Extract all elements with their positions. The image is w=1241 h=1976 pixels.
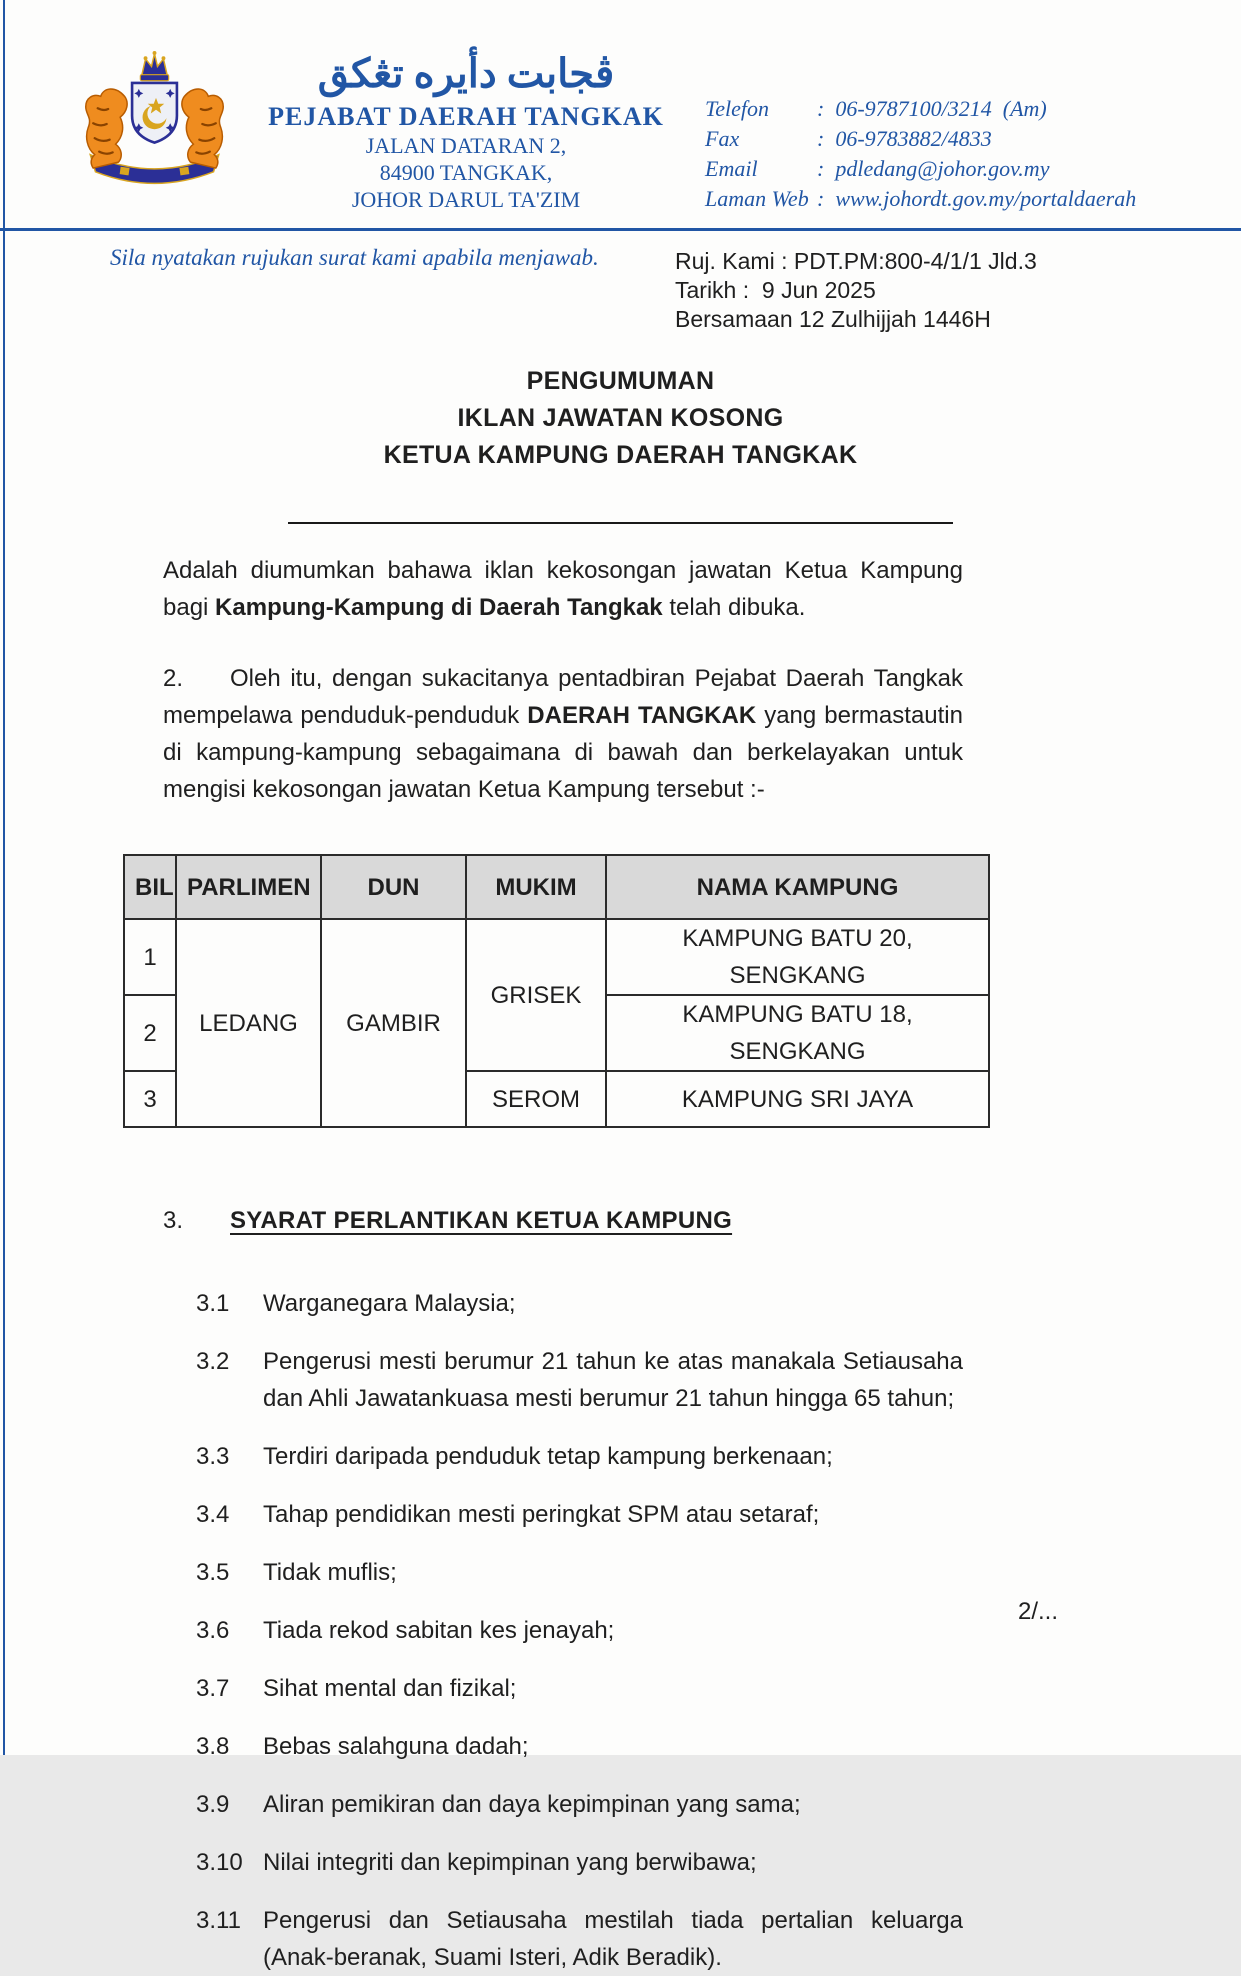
item-number: 3.1 [196,1290,230,1317]
table-row [124,919,989,995]
cell-kampung: KAMPUNG SRI JAYA [606,1071,989,1127]
item-number: 3.8 [196,1733,230,1760]
cell-kampung: KAMPUNG BATU 18, SENGKANG [606,995,989,1071]
contact-label: Laman Web [705,186,809,211]
letterhead-contacts [705,50,1136,214]
reference-section [0,231,1241,349]
cell-bil: 1 [124,919,176,995]
paragraph-2 [163,660,963,808]
item-text: Terdiri daripada penduduk tetap kampung berkenaan; [263,1443,833,1470]
reference-block [675,247,1037,334]
johor-coat-of-arms-logo [72,50,237,192]
requirements-list [163,1285,963,1976]
paragraph-1-text: Adalah diumumkan bahawa iklan kekosongan jawatan Ketua Kampung bagi [163,557,963,621]
item-text: Tahap pendidikan mesti peringkat SPM atau setaraf; [263,1501,820,1528]
office-address-line3: JOHOR DARUL TA'ZIM [351,187,581,212]
contact-email [705,154,1136,184]
contact-fax [705,124,1136,154]
item-text: Sihat mental dan fizikal; [263,1675,517,1702]
item-text: Aliran pemikiran dan daya kepimpinan yang sama; [263,1791,801,1818]
paragraph-1-bold: Kampung-Kampung di Daerah Tangkak [215,594,663,621]
contact-label: Fax [705,126,740,151]
list-item [163,1786,963,1823]
item-text: Bebas salahguna dadah; [263,1733,529,1760]
vacancy-table-wrap [123,854,988,1128]
col-header-mukim: MUKIM [466,855,606,919]
col-header-bil: BIL [124,855,176,919]
paragraph-1-tail: telah dibuka. [669,594,806,621]
office-address-line2: 84900 TANGKAK, [379,160,553,185]
list-item [163,1554,963,1591]
paragraph-1 [163,552,963,626]
contact-label: Email [705,156,758,181]
col-header-nama-kampung: NAMA KAMPUNG [606,855,989,919]
cell-bil: 2 [124,995,176,1071]
paragraph-2-bold: DAERAH TANGKAK [527,702,757,729]
title-line-1: PENGUMUMAN [526,367,715,395]
section-3-heading [163,1202,963,1239]
item-number: 3.6 [196,1617,230,1644]
list-item [163,1844,963,1881]
item-number: 3.4 [196,1501,230,1528]
crest-crown [140,51,168,81]
reply-reference-note: Sila nyatakan rujukan surat kami apabila menjawab. [110,245,599,270]
list-item [163,1438,963,1475]
paragraph-2-text: Oleh itu, dengan sukacitanya pentadbiran Pejabat Daerah Tangkak mempelawa penduduk-penduduk [163,665,963,729]
col-header-dun: DUN [321,855,466,919]
list-item [163,1902,963,1976]
item-text: Nilai integriti dan kepimpinan yang berwibawa; [263,1849,757,1876]
letterhead [0,0,1241,214]
table-header-row [124,855,989,919]
cell-bil: 3 [124,1071,176,1127]
cell-kampung: KAMPUNG BATU 20, SENGKANG [606,919,989,995]
item-number: 3.2 [196,1348,230,1375]
office-name-jawi: ڤجابت دأيره تڠكق [317,51,615,96]
item-text: Pengerusi dan Setiausaha mestilah tiada pertalian keluarga (Anak-beranak, Suami Isteri, Adik Beradik). [263,1907,963,1971]
title-line-3: KETUA KAMPUNG DAERAH TANGKAK [383,441,858,469]
item-number: 3.3 [196,1443,230,1470]
item-number: 3.9 [196,1791,230,1818]
cell-dun: GAMBIR [321,919,466,1127]
item-text: Tidak muflis; [263,1559,397,1586]
document-title [0,363,1241,474]
letter-body [0,524,1241,1976]
paragraph-2-number: 2. [163,665,184,692]
crest-shield [132,83,177,143]
section-3-number: 3. [163,1207,184,1234]
office-address-line1: JALAN DATARAN 2, [365,133,567,158]
contact-web [705,184,1136,214]
tarikh: Tarikh : 9 Jun 2025 [675,277,876,303]
paragraph-2-tail: yang bermastautin di kampung-kampung sebagaimana di bawah dan berkelayakan untuk mengisi kekosongan jawatan Ketua Kampung tersebut :- [163,702,963,803]
item-text: Warganegara Malaysia; [263,1290,516,1317]
item-number: 3.10 [196,1849,243,1876]
list-item [163,1343,963,1417]
col-header-parlimen: PARLIMEN [176,855,321,919]
item-text: Pengerusi mesti berumur 21 tahun ke atas manakala Setiausaha dan Ahli Jawatankuasa mesti berumur 21 tahun hingga 65 tahun; [263,1348,963,1412]
title-line-2: IKLAN JAWATAN KOSONG [457,404,784,432]
cell-parlimen: LEDANG [176,919,321,1127]
page-continuation-marker: 2/... [1018,1598,1059,1625]
item-text: Tiada rekod sabitan kes jenayah; [263,1617,615,1644]
tarikh-hijri: Bersamaan 12 Zulhijjah 1446H [675,306,991,332]
contact-value: : www.johordt.gov.my/portaldaerah [817,186,1137,211]
contact-value: : pdledang@johor.gov.my [817,156,1050,181]
letterhead-office-block [261,50,671,213]
item-number: 3.5 [196,1559,230,1586]
office-name: PEJABAT DAERAH TANGKAK [268,102,664,131]
cell-mukim-serom: SEROM [466,1071,606,1127]
list-item [163,1496,963,1533]
list-item [163,1612,963,1649]
ruj-kami: Ruj. Kami : PDT.PM:800-4/1/1 Jld.3 [675,248,1037,274]
contact-value: : 06-9783882/4833 [817,126,992,151]
item-number: 3.11 [196,1907,241,1934]
contact-value: : 06-9787100/3214 (Am) [817,96,1047,121]
vacancy-table [123,854,990,1128]
item-number: 3.7 [196,1675,230,1702]
list-item [163,1285,963,1322]
contact-label: Telefon [705,96,769,121]
contact-telefon [705,94,1136,124]
cell-mukim-grisek: GRISEK [466,919,606,1071]
list-item [163,1670,963,1707]
section-3-heading-text: SYARAT PERLANTIKAN KETUA KAMPUNG [230,1207,733,1234]
list-item [163,1728,963,1765]
